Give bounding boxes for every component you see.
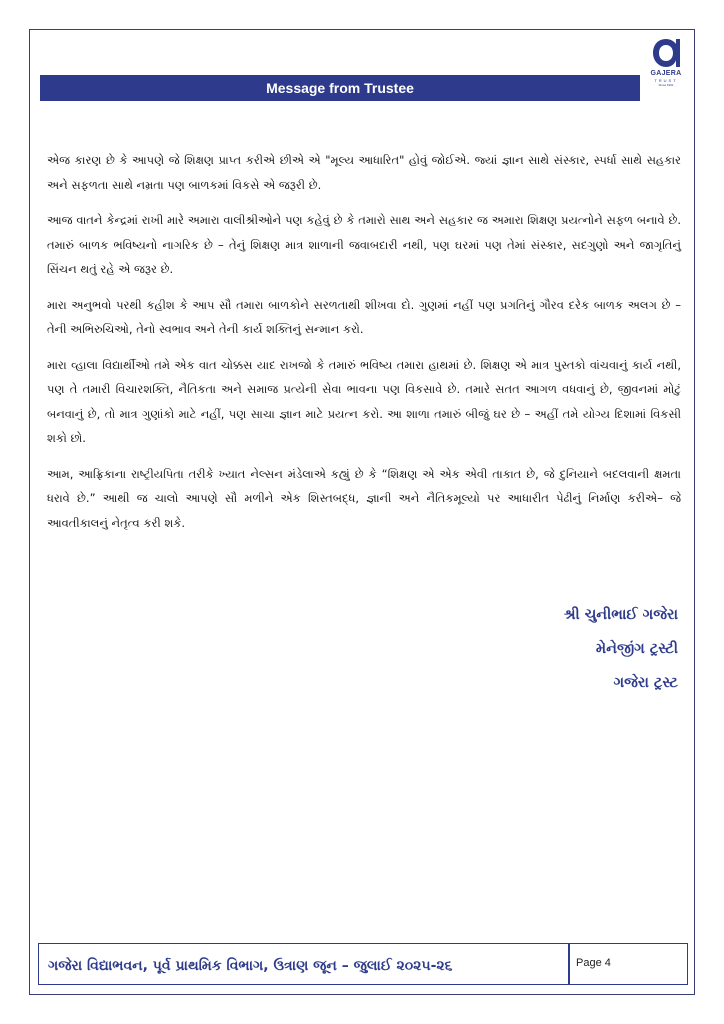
paragraph: આજ વાતને કેન્દ્રમાં રાખી મારે અમારા વાલીશ્રીઓને પણ કહેવું છે કે તમારો સાથ અને સહકાર જ અમારા શિક્ષણ પ્રયત્નોને સફળ બનાવે છે. તમારું બાળક ભવિષ્યનો નાગરિક છે – તેનું શિક્ષણ માત્ર શાળાની જવાબદારી નથી, પણ ઘરમાં પણ તેમાં સંસ્કાર, સદગુણો અને જાગૃતિનું સિંચન થતું રહે એ જરૂર છે.	[47, 213, 681, 276]
paragraph: આમ, આફ્રિકાના રાષ્ટ્રીયપિતા તરીકે ખ્યાત નેલ્સન મંડેલાએ કહ્યું છે કે “શિક્ષણ એ એક એવી તાકાત છે, જે દુનિયાને બદલવાની ક્ષમતા ધરાવે છે.” આથી જ ચાલો આપણે સૌ મળીને એક શિસ્તબદ્ધ, જ્ઞાની અને નૈતિકમૂલ્યો પર આધારીત પેઢીનું નિર્માણ કરીએ– જે આવતીકાલનું નેતૃત્વ કરી શકે.	[47, 466, 681, 530]
signatory-designation: મેનેજીંગ ટ્રસ્ટી	[595, 641, 678, 657]
signatory-organization: ગજેરા ટ્રસ્ટ	[613, 675, 678, 691]
footer-text: ગજેરા વિદ્યાભવન, પૂર્વ પ્રાથમિક વિભાગ, ઉત્રાણ જૂન – જુલાઈ ૨૦૨૫-૨૬	[48, 958, 453, 974]
footer-divider	[568, 943, 570, 985]
paragraph: મારા અનુભવો પરથી કહીશ કે આપ સૌ તમારા બાળકોને સરળતાથી શીખવા દો. ગુણમાં નહીં પણ પ્રગતિનું ગૌરવ દરેક બાળક અલગ છે – તેની અભિરુચિઓ, તેનો સ્વભાવ અને તેની કાર્ય શક્તિનું સન્માન કરો.	[47, 297, 681, 336]
signatory-name: શ્રી ચુનીભાઈ ગજેરા	[563, 607, 678, 623]
logo-sub-text: TRUST	[654, 78, 678, 83]
logo-since-text: Since 1991	[658, 83, 674, 87]
gajera-trust-logo	[647, 36, 685, 102]
paragraph: એજ કારણ છે કે આપણે જે શિક્ષણ પ્રાપ્ત કરીએ છીએ એ "મૂલ્ય આધારિત" હોવું જોઈએ. જ્યાં જ્ઞાન સાથે સંસ્કાર, સ્પર્ધા સાથે સહકાર અને સફળતા સાથે નમ્રતા પણ બાળકમાં વિકસે એ જરૂરી છે.	[47, 153, 681, 192]
page-number: Page 4	[576, 957, 611, 969]
paragraph: મારા વ્હાલા વિદ્યાર્થીઓ તમે એક વાત ચોક્કસ યાદ રાખજો કે તમારું ભવિષ્ય તમારા હાથમાં છે. શિક્ષણ એ માત્ર પુસ્તકો વાંચવાનું કાર્ય નથી, પણ તે તમારી વિચારશક્તિ, નૈતિકતા અને સમાજ પ્રત્યેની સેવા ભાવના પણ વિકસાવે છે. તમારે સતત આગળ વધવાનું છે, જીવનમાં મોટું બનવાનું છે, તો માત્ર ગુણાંકો માટે નહીં, પણ સાચા જ્ઞાન માટે પ્રયત્ન કરો. આ શાળા તમારું બીજું ઘર છે – અહીં તમે યોગ્ય દિશામાં વિકસી શકો છો.	[47, 357, 681, 445]
logo-brand-text: GAJERA	[650, 70, 682, 77]
signature-block	[564, 598, 678, 700]
message-body	[47, 148, 681, 546]
gajera-logo-icon	[651, 36, 681, 70]
page-title: Message from Trustee	[40, 75, 640, 101]
